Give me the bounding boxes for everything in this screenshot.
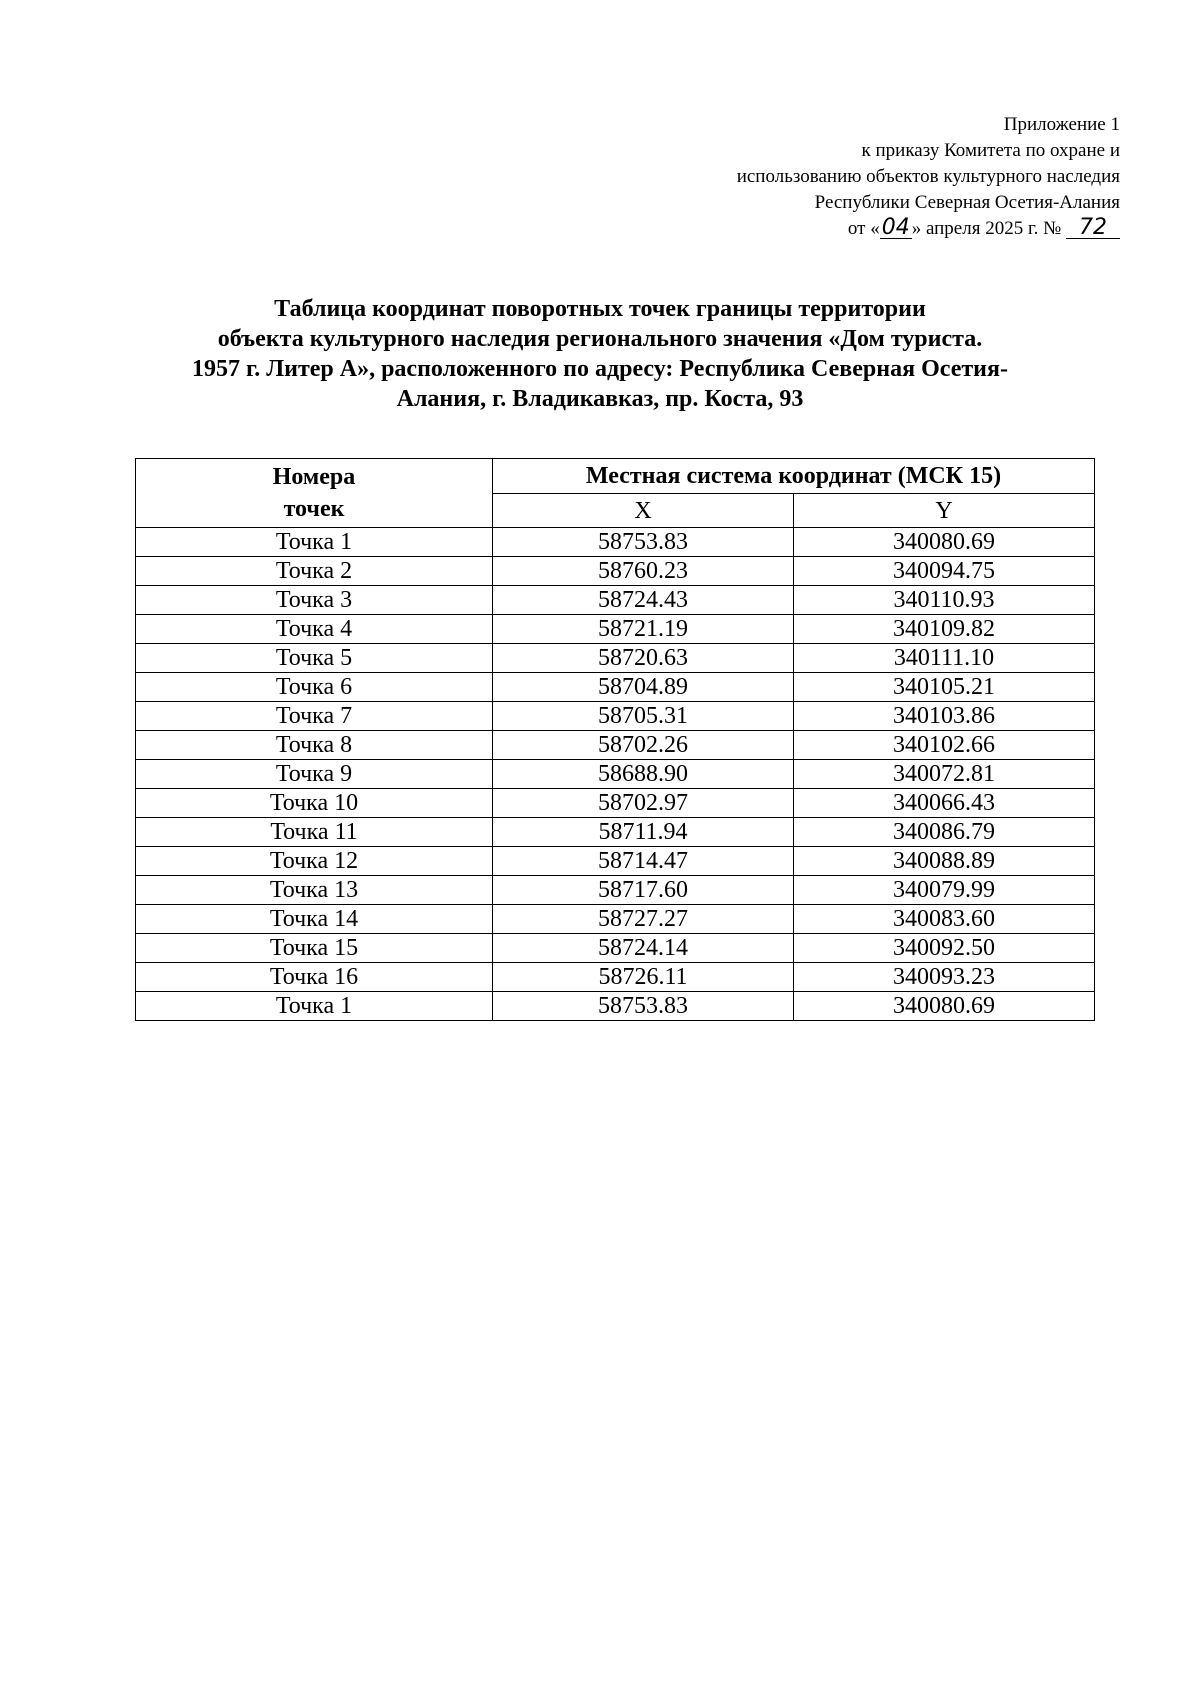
table-row	[136, 615, 1095, 644]
table-row	[136, 702, 1095, 731]
x-cell: 58711.94	[493, 818, 794, 847]
point-cell: Точка 10	[136, 789, 493, 818]
point-cell: Точка 7	[136, 702, 493, 731]
handwritten-order-number: 72	[1066, 218, 1120, 239]
y-cell: 340083.60	[794, 905, 1095, 934]
x-cell: 58721.19	[493, 615, 794, 644]
point-cell: Точка 12	[136, 847, 493, 876]
table-row	[136, 731, 1095, 760]
x-cell: 58726.11	[493, 963, 794, 992]
table-row	[136, 586, 1095, 615]
x-cell: 58705.31	[493, 702, 794, 731]
point-cell: Точка 2	[136, 557, 493, 586]
x-cell: 58688.90	[493, 760, 794, 789]
appendix-republic: Республики Северная Осетия-Алания	[814, 192, 1120, 213]
y-cell: 340066.43	[794, 789, 1095, 818]
point-cell: Точка 11	[136, 818, 493, 847]
title-line-4: Алания, г. Владикавказ, пр. Коста, 93	[396, 386, 804, 412]
x-cell: 58702.97	[493, 789, 794, 818]
y-cell: 340088.89	[794, 847, 1095, 876]
point-cell: Точка 8	[136, 731, 493, 760]
x-cell: 58760.23	[493, 557, 794, 586]
y-cell: 340105.21	[794, 673, 1095, 702]
x-cell: 58714.47	[493, 847, 794, 876]
table-row	[136, 963, 1095, 992]
x-cell: 58704.89	[493, 673, 794, 702]
y-cell: 340103.86	[794, 702, 1095, 731]
appendix-title: Приложение 1	[1003, 114, 1120, 135]
date-suffix: » апреля 2025 г. №	[911, 218, 1062, 239]
point-cell: Точка 6	[136, 673, 493, 702]
y-cell: 340102.66	[794, 731, 1095, 760]
appendix-date-line	[600, 216, 1120, 242]
table-row	[136, 847, 1095, 876]
document-title	[120, 294, 1080, 414]
table-row	[136, 992, 1095, 1021]
table-row	[136, 934, 1095, 963]
x-cell: 58753.83	[493, 528, 794, 557]
point-cell: Точка 9	[136, 760, 493, 789]
point-cell: Точка 3	[136, 586, 493, 615]
point-cell: Точка 14	[136, 905, 493, 934]
x-cell: 58724.14	[493, 934, 794, 963]
point-cell: Точка 13	[136, 876, 493, 905]
header-x: X	[493, 494, 794, 528]
y-cell: 340111.10	[794, 644, 1095, 673]
y-cell: 340072.81	[794, 760, 1095, 789]
y-cell: 340094.75	[794, 557, 1095, 586]
y-cell: 340109.82	[794, 615, 1095, 644]
table-row	[136, 876, 1095, 905]
y-cell: 340079.99	[794, 876, 1095, 905]
y-cell: 340110.93	[794, 586, 1095, 615]
header-y: Y	[794, 494, 1095, 528]
y-cell: 340080.69	[794, 992, 1095, 1021]
x-cell: 58702.26	[493, 731, 794, 760]
table-row	[136, 557, 1095, 586]
appendix-header	[600, 112, 1120, 242]
handwritten-day: 04	[881, 215, 910, 240]
title-line-3: 1957 г. Литер А», расположенного по адресу: Республика Северная Осетия-	[192, 356, 1008, 382]
title-line-2: объекта культурного наследия регионального значения «Дом туриста.	[217, 326, 983, 352]
x-cell: 58724.43	[493, 586, 794, 615]
header-point-numbers	[136, 459, 493, 528]
coordinates-table	[135, 458, 1095, 1021]
y-cell: 340086.79	[794, 818, 1095, 847]
coordinates-table-body	[136, 528, 1095, 1021]
table-row	[136, 760, 1095, 789]
appendix-committee: использованию объектов культурного наследия	[736, 166, 1120, 187]
table-row	[136, 673, 1095, 702]
y-cell: 340092.50	[794, 934, 1095, 963]
x-cell: 58717.60	[493, 876, 794, 905]
table-row	[136, 644, 1095, 673]
header-point-numbers-line1: Номера	[272, 464, 356, 490]
x-cell: 58753.83	[493, 992, 794, 1021]
header-point-numbers-line2: точек	[283, 496, 345, 522]
point-cell: Точка 1	[136, 528, 493, 557]
point-cell: Точка 1	[136, 992, 493, 1021]
point-cell: Точка 5	[136, 644, 493, 673]
header-coordinate-system: Местная система координат (МСК 15)	[493, 459, 1095, 494]
x-cell: 58727.27	[493, 905, 794, 934]
point-cell: Точка 4	[136, 615, 493, 644]
appendix-order-ref: к приказу Комитета по охране и	[861, 140, 1120, 161]
title-line-1: Таблица координат поворотных точек границы территории	[274, 296, 926, 322]
point-cell: Точка 15	[136, 934, 493, 963]
point-cell: Точка 16	[136, 963, 493, 992]
x-cell: 58720.63	[493, 644, 794, 673]
table-row	[136, 818, 1095, 847]
y-cell: 340093.23	[794, 963, 1095, 992]
table-row	[136, 789, 1095, 818]
y-cell: 340080.69	[794, 528, 1095, 557]
table-row	[136, 528, 1095, 557]
table-row	[136, 905, 1095, 934]
date-prefix: от «	[847, 218, 880, 239]
